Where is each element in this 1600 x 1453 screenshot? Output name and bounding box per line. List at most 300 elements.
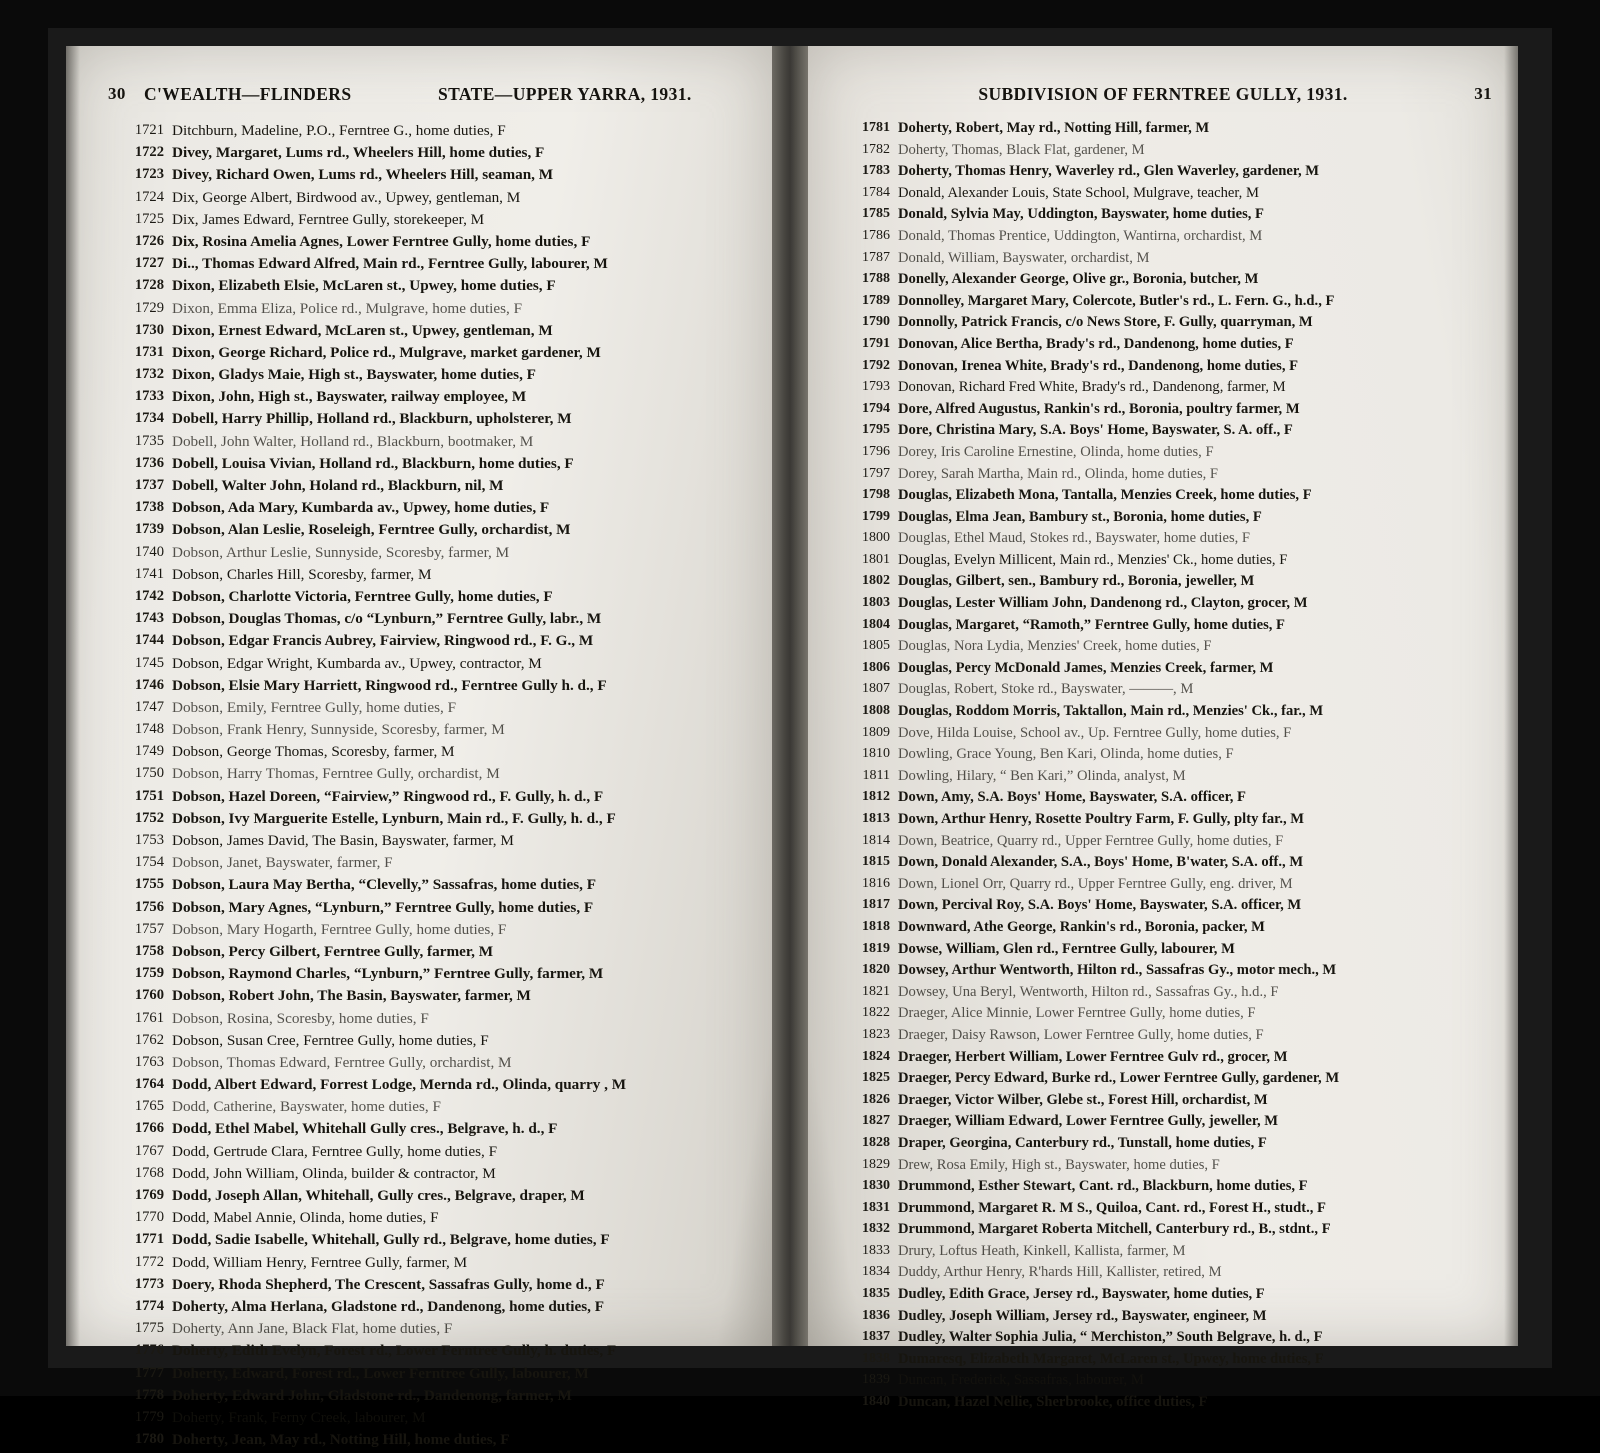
- entry-row: [110, 943, 758, 965]
- entry-text: Dixon, Elizabeth Elsie, McLaren st., Upwey, home duties, F: [172, 277, 556, 295]
- entry-text: Dobson, Frank Henry, Sunnyside, Scoresby, farmer, M: [172, 721, 505, 739]
- entry-row: [110, 1431, 758, 1453]
- left-page-entry-list: [110, 122, 758, 1453]
- entry-row: [842, 573, 1508, 595]
- entry-text: Dobson, Raymond Charles, “Lynburn,” Ferntree Gully, farmer, M: [172, 965, 604, 983]
- entry-number: 1735: [134, 432, 164, 449]
- entry-number: 1838: [862, 1350, 890, 1366]
- entry-text: Dowling, Grace Young, Ben Kari, Olinda, home duties, F: [898, 746, 1234, 763]
- right-page: [808, 46, 1518, 1411]
- entry-number: 1748: [134, 721, 164, 738]
- entry-row: [842, 250, 1508, 272]
- entry-number: 1795: [862, 422, 890, 438]
- entry-text: Ditchburn, Madeline, P.O., Ferntree G., home duties, F: [172, 122, 506, 139]
- entry-row: [842, 1027, 1508, 1049]
- entry-row: [110, 255, 758, 277]
- entry-number: 1798: [862, 487, 890, 503]
- entry-text: Dore, Christina Mary, S.A. Boys' Home, Bayswater, S. A. off., F: [898, 422, 1293, 439]
- entry-row: [110, 1187, 758, 1209]
- entry-number: 1774: [134, 1297, 164, 1314]
- entry-number: 1780: [134, 1431, 164, 1448]
- entry-row: [842, 552, 1508, 574]
- entry-text: Douglas, Margaret, “Ramoth,” Ferntree Gully, home duties, F: [898, 616, 1285, 633]
- entry-row: [842, 1329, 1508, 1351]
- entry-number: 1811: [862, 767, 890, 783]
- entry-number: 1823: [862, 1026, 890, 1042]
- entry-row: [842, 1178, 1508, 1200]
- entry-number: 1732: [134, 366, 164, 383]
- entry-row: [842, 660, 1508, 682]
- right-header-subdivision: SUBDIVISION OF FERNTREE GULLY, 1931.: [978, 84, 1348, 104]
- entry-number: 1750: [134, 765, 164, 782]
- entry-text: Down, Percival Roy, S.A. Boys' Home, Bayswater, S.A. officer, M: [898, 897, 1302, 914]
- entry-number: 1763: [134, 1053, 164, 1070]
- entry-row: [110, 388, 758, 410]
- entry-row: [110, 1254, 758, 1276]
- page-spread: [48, 28, 1552, 1449]
- entry-number: 1799: [862, 508, 890, 524]
- entry-row: [842, 638, 1508, 660]
- entry-row: [110, 1409, 758, 1431]
- entry-row: [110, 965, 758, 987]
- entry-number: 1776: [134, 1342, 164, 1359]
- entry-number: 1725: [134, 210, 164, 227]
- entry-text: Dobell, Harry Phillip, Holland rd., Blackburn, upholsterer, M: [172, 410, 572, 428]
- entry-text: Down, Donald Alexander, S.A., Boys' Home, B'water, S.A. off., M: [898, 854, 1304, 871]
- entry-row: [110, 410, 758, 432]
- entry-number: 1808: [862, 703, 890, 719]
- entry-text: Duddy, Arthur Henry, R'hards Hill, Kallister, retired, M: [898, 1264, 1222, 1281]
- entry-row: [842, 379, 1508, 401]
- entry-row: [842, 422, 1508, 444]
- entry-number: 1744: [134, 632, 164, 649]
- entry-row: [842, 444, 1508, 466]
- entry-text: Doherty, Edward John, Gladstone rd., Dandenong, farmer, M: [172, 1386, 572, 1404]
- entry-text: Donald, Thomas Prentice, Uddington, Wantirna, orchardist, M: [898, 227, 1263, 244]
- entry-number: 1768: [134, 1164, 164, 1181]
- entry-row: [110, 1276, 758, 1298]
- entry-text: Doherty, Frank, Ferny Creek, labourer, M: [172, 1408, 426, 1426]
- entry-row: [110, 854, 758, 876]
- entry-number: 1832: [862, 1221, 890, 1237]
- entry-row: [110, 344, 758, 366]
- entry-row: [842, 703, 1508, 725]
- entry-row: [110, 588, 758, 610]
- entry-text: Drummond, Margaret Roberta Mitchell, Canterbury rd., B., stdnt., F: [898, 1221, 1331, 1238]
- entry-text: Douglas, Nora Lydia, Menzies' Creek, home duties, F: [898, 638, 1212, 655]
- entry-text: Divey, Margaret, Lums rd., Wheelers Hill, home duties, F: [172, 144, 545, 162]
- entry-row: [110, 1054, 758, 1076]
- entry-text: Dobson, Alan Leslie, Roseleigh, Ferntree Gully, orchardist, M: [172, 521, 571, 539]
- entry-text: Draeger, Alice Minnie, Lower Ferntree Gully, home duties, F: [898, 1005, 1256, 1022]
- entry-number: 1817: [862, 897, 890, 913]
- right-page-entry-list: [842, 120, 1508, 1416]
- entry-text: Doherty, Robert, May rd., Notting Hill, farmer, M: [898, 120, 1210, 136]
- entry-text: Down, Beatrice, Quarry rd., Upper Ferntree Gully, home duties, F: [898, 832, 1284, 849]
- entry-row: [110, 122, 758, 144]
- entry-row: [842, 833, 1508, 855]
- entry-row: [842, 876, 1508, 898]
- entry-text: Douglas, Percy McDonald James, Menzies Creek, farmer, M: [898, 659, 1274, 676]
- entry-number: 1786: [862, 227, 890, 243]
- entry-text: Dodd, Sadie Isabelle, Whitehall, Gully rd., Belgrave, home duties, F: [172, 1231, 610, 1249]
- entry-row: [110, 1365, 758, 1387]
- entry-text: Douglas, Roddom Morris, Taktallon, Main rd., Menzies' Ck., far., M: [898, 703, 1324, 720]
- entry-row: [110, 1165, 758, 1187]
- entry-text: Douglas, Gilbert, sen., Bambury rd., Boronia, jeweller, M: [898, 573, 1255, 590]
- entry-text: Dobson, Edgar Francis Aubrey, Fairview, Ringwood rd., F. G., M: [172, 632, 594, 650]
- entry-text: Donovan, Alice Bertha, Brady's rd., Dandenong, home duties, F: [898, 335, 1294, 352]
- entry-text: Dodd, Mabel Annie, Olinda, home duties, F: [172, 1209, 439, 1227]
- entry-text: Down, Lionel Orr, Quarry rd., Upper Ferntree Gully, eng. driver, M: [898, 875, 1293, 892]
- entry-row: [110, 1209, 758, 1231]
- entry-text: Draeger, Victor Wilber, Glebe st., Forest Hill, orchardist, M: [898, 1091, 1268, 1108]
- entry-number: 1740: [134, 543, 164, 560]
- entry-text: Dobson, George Thomas, Scoresby, farmer, M: [172, 743, 455, 761]
- entry-row: [842, 142, 1508, 164]
- entry-text: Donovan, Irenea White, Brady's rd., Dandenong, home duties, F: [898, 357, 1299, 374]
- entry-text: Donald, Alexander Louis, State School, Mulgrave, teacher, M: [898, 184, 1259, 201]
- entry-number: 1834: [862, 1264, 890, 1280]
- entry-text: Dix, James Edward, Ferntree Gully, storekeeper, M: [172, 210, 485, 228]
- entry-number: 1788: [862, 271, 890, 287]
- entry-text: Donnolley, Margaret Mary, Colercote, Butler's rd., L. Fern. G., h.d., F: [898, 292, 1335, 309]
- entry-number: 1831: [862, 1199, 890, 1215]
- entry-text: Douglas, Elma Jean, Bambury st., Boronia, home duties, F: [898, 508, 1262, 525]
- entry-text: Dowsey, Una Beryl, Wentworth, Hilton rd., Sassafras Gy., h.d., F: [898, 983, 1279, 1000]
- entry-row: [842, 466, 1508, 488]
- entry-row: [842, 336, 1508, 358]
- entry-text: Dobson, Mary Hogarth, Ferntree Gully, home duties, F: [172, 920, 507, 938]
- entry-number: 1764: [134, 1076, 164, 1093]
- entry-row: [110, 1120, 758, 1142]
- entry-number: 1727: [134, 255, 164, 272]
- left-page-folio: 30: [108, 84, 126, 103]
- entry-row: [110, 832, 758, 854]
- entry-text: Draeger, Herbert William, Lower Ferntree Gulv rd., grocer, M: [898, 1048, 1288, 1065]
- entry-row: [842, 1221, 1508, 1243]
- entry-row: [842, 314, 1508, 336]
- entry-number: 1815: [862, 854, 890, 870]
- entry-text: Dixon, Gladys Maie, High st., Bayswater, home duties, F: [172, 366, 536, 384]
- entry-text: Dobson, Robert John, The Basin, Bayswater, farmer, M: [172, 987, 531, 1005]
- entry-text: Dobson, Laura May Bertha, “Clevelly,” Sassafras, home duties, F: [172, 876, 596, 894]
- entry-row: [842, 1135, 1508, 1157]
- entry-number: 1767: [134, 1142, 164, 1159]
- entry-text: Down, Amy, S.A. Boys' Home, Bayswater, S.A. officer, F: [898, 789, 1246, 806]
- entry-row: [110, 876, 758, 898]
- entry-number: 1837: [862, 1329, 890, 1345]
- entry-number: 1728: [134, 277, 164, 294]
- entry-text: Drury, Loftus Heath, Kinkell, Kallista, farmer, M: [898, 1242, 1186, 1259]
- entry-text: Dodd, William Henry, Ferntree Gully, farmer, M: [172, 1253, 468, 1271]
- entry-row: [842, 1286, 1508, 1308]
- entry-text: Dixon, John, High st., Bayswater, railway employee, M: [172, 388, 527, 406]
- entry-text: Douglas, Robert, Stoke rd., Bayswater, ———, M: [898, 681, 1194, 698]
- entry-text: Drummond, Esther Stewart, Cant. rd., Blackburn, home duties, F: [898, 1178, 1308, 1195]
- entry-row: [842, 941, 1508, 963]
- entry-row: [842, 1092, 1508, 1114]
- entry-number: 1800: [862, 530, 890, 546]
- entry-row: [110, 721, 758, 743]
- entry-number: 1739: [134, 521, 164, 538]
- entry-text: Dorey, Iris Caroline Ernestine, Olinda, home duties, F: [898, 443, 1214, 460]
- entry-number: 1790: [862, 314, 890, 330]
- entry-text: Dix, George Albert, Birdwood av., Upwey, gentleman, M: [172, 188, 521, 206]
- entry-number: 1822: [862, 1005, 890, 1021]
- entry-text: Doherty, Thomas Henry, Waverley rd., Glen Waverley, gardener, M: [898, 163, 1320, 180]
- entry-number: 1816: [862, 875, 890, 891]
- entry-row: [842, 1264, 1508, 1286]
- entry-number: 1818: [862, 918, 890, 934]
- entry-text: Draper, Georgina, Canterbury rd., Tunstall, home duties, F: [898, 1134, 1267, 1151]
- left-edge-shadow: [66, 46, 80, 1346]
- entry-number: 1791: [862, 335, 890, 351]
- entry-number: 1839: [862, 1372, 890, 1388]
- entry-text: Dodd, John William, Olinda, builder & contractor, M: [172, 1164, 496, 1182]
- entry-row: [110, 632, 758, 654]
- entry-number: 1793: [862, 379, 890, 395]
- right-edge-shadow: [1504, 46, 1518, 1346]
- entry-text: Dixon, George Richard, Police rd., Mulgrave, market gardener, M: [172, 343, 601, 361]
- entry-text: Dobell, Louisa Vivian, Holland rd., Blackburn, home duties, F: [172, 454, 574, 472]
- entry-row: [842, 1394, 1508, 1416]
- entry-row: [110, 566, 758, 588]
- entry-number: 1806: [862, 659, 890, 675]
- entry-number: 1797: [862, 465, 890, 481]
- entry-text: Doherty, Ann Jane, Black Flat, home duties, F: [172, 1320, 453, 1338]
- entry-row: [842, 1157, 1508, 1179]
- entry-number: 1824: [862, 1048, 890, 1064]
- entry-number: 1802: [862, 573, 890, 589]
- entry-number: 1775: [134, 1320, 164, 1337]
- entry-number: 1749: [134, 743, 164, 760]
- entry-text: Dobson, Arthur Leslie, Sunnyside, Scoresby, farmer, M: [172, 543, 510, 561]
- entry-number: 1794: [862, 400, 890, 416]
- entry-text: Dumaresq, Elizabeth Margaret, McLaren st., Upwey, home duties, F: [898, 1350, 1324, 1367]
- right-page-folio: 31: [1474, 84, 1492, 103]
- entry-number: 1755: [134, 876, 164, 893]
- entry-row: [842, 120, 1508, 142]
- entry-text: Dobson, Elsie Mary Harriett, Ringwood rd., Ferntree Gully h. d., F: [172, 676, 607, 694]
- entry-text: Doherty, Edward, Forest rd., Lower Ferntree Gully, labourer, M: [172, 1364, 589, 1382]
- entry-number: 1829: [862, 1156, 890, 1172]
- entry-number: 1821: [862, 983, 890, 999]
- entry-text: Dobell, John Walter, Holland rd., Blackburn, bootmaker, M: [172, 432, 534, 450]
- entry-row: [110, 366, 758, 388]
- entry-number: 1742: [134, 587, 164, 604]
- entry-row: [110, 322, 758, 344]
- entry-number: 1752: [134, 809, 164, 826]
- entry-number: 1812: [862, 789, 890, 805]
- entry-text: Dix, Rosina Amelia Agnes, Lower Ferntree Gully, home duties, F: [172, 232, 591, 250]
- entry-number: 1804: [862, 616, 890, 632]
- entry-text: Dobson, Janet, Bayswater, farmer, F: [172, 854, 393, 872]
- entry-text: Dobson, James David, The Basin, Bayswater, farmer, M: [172, 832, 514, 849]
- entry-row: [110, 1032, 758, 1054]
- entry-number: 1840: [862, 1394, 890, 1410]
- entry-number: 1747: [134, 698, 164, 715]
- entry-row: [110, 810, 758, 832]
- entry-number: 1810: [862, 746, 890, 762]
- entry-row: [842, 811, 1508, 833]
- entry-number: 1789: [862, 292, 890, 308]
- entry-text: Donelly, Alexander George, Olive gr., Boronia, butcher, M: [898, 271, 1259, 288]
- entry-text: Downward, Athe George, Rankin's rd., Boronia, packer, M: [898, 918, 1265, 935]
- entry-text: Dodd, Catherine, Bayswater, home duties, F: [172, 1098, 441, 1116]
- entry-text: Doherty, Alma Herlana, Gladstone rd., Dandenong, home duties, F: [172, 1297, 605, 1315]
- entry-row: [842, 271, 1508, 293]
- entry-number: 1758: [134, 942, 164, 959]
- entry-row: [842, 962, 1508, 984]
- entry-row: [842, 163, 1508, 185]
- entry-row: [842, 1049, 1508, 1071]
- entry-text: Dodd, Gertrude Clara, Ferntree Gully, home duties, F: [172, 1142, 498, 1160]
- entry-number: 1782: [862, 141, 890, 157]
- left-header-state-district: STATE—UPPER YARRA, 1931.: [438, 84, 692, 104]
- entry-row: [110, 144, 758, 166]
- entry-text: Down, Arthur Henry, Rosette Poultry Farm, F. Gully, plty far., M: [898, 811, 1305, 827]
- entry-number: 1734: [134, 410, 164, 427]
- entry-number: 1772: [134, 1253, 164, 1270]
- entry-row: [842, 897, 1508, 919]
- entry-row: [842, 725, 1508, 747]
- entry-number: 1807: [862, 681, 890, 697]
- entry-number: 1751: [134, 787, 164, 804]
- entry-number: 1830: [862, 1178, 890, 1194]
- entry-row: [842, 228, 1508, 250]
- entry-text: Draeger, Percy Edward, Burke rd., Lower Ferntree Gully, gardener, M: [898, 1070, 1340, 1087]
- entry-number: 1760: [134, 987, 164, 1004]
- entry-number: 1770: [134, 1209, 164, 1226]
- entry-row: [110, 1342, 758, 1364]
- entry-number: 1813: [862, 811, 890, 826]
- entry-number: 1757: [134, 920, 164, 937]
- entry-text: Drew, Rosa Emily, High st., Bayswater, home duties, F: [898, 1156, 1220, 1173]
- entry-number: 1803: [862, 595, 890, 611]
- entry-row: [842, 681, 1508, 703]
- entry-text: Dodd, Ethel Mabel, Whitehall Gully cres., Belgrave, h. d., F: [172, 1120, 558, 1138]
- entry-number: 1745: [134, 654, 164, 671]
- entry-row: [110, 211, 758, 233]
- entry-text: Dudley, Joseph William, Jersey rd., Bayswater, engineer, M: [898, 1307, 1267, 1324]
- entry-text: Donnolly, Patrick Francis, c/o News Store, F. Gully, quarryman, M: [898, 314, 1313, 331]
- left-page: [66, 46, 772, 1449]
- entry-row: [110, 277, 758, 299]
- entry-number: 1724: [134, 188, 164, 205]
- entry-number: 1733: [134, 388, 164, 405]
- entry-text: Drummond, Margaret R. M S., Quiloa, Cant. rd., Forest H., studt., F: [898, 1199, 1326, 1216]
- entry-number: 1809: [862, 724, 890, 740]
- entry-row: [110, 189, 758, 211]
- entry-number: 1777: [134, 1364, 164, 1381]
- entry-row: [110, 1143, 758, 1165]
- entry-number: 1796: [862, 443, 890, 459]
- entry-number: 1743: [134, 610, 164, 627]
- entry-row: [842, 293, 1508, 315]
- entry-number: 1737: [134, 477, 164, 493]
- entry-row: [842, 595, 1508, 617]
- entry-row: [110, 1098, 758, 1120]
- entry-text: Dixon, Emma Eliza, Police rd., Mulgrave, home duties, F: [172, 299, 523, 317]
- entry-text: Dobson, Ada Mary, Kumbarda av., Upwey, home duties, F: [172, 499, 550, 517]
- entry-row: [842, 358, 1508, 380]
- entry-text: Dobson, Charles Hill, Scoresby, farmer, M: [172, 565, 432, 583]
- entry-row: [110, 655, 758, 677]
- entry-text: Dobell, Walter John, Holand rd., Blackburn, nil, M: [172, 477, 504, 494]
- entry-text: Douglas, Evelyn Millicent, Main rd., Menzies' Ck., home duties, F: [898, 551, 1288, 568]
- entry-text: Divey, Richard Owen, Lums rd., Wheelers Hill, seaman, M: [172, 166, 554, 184]
- entry-row: [110, 477, 758, 499]
- entry-number: 1833: [862, 1242, 890, 1258]
- entry-number: 1828: [862, 1134, 890, 1150]
- entry-row: [110, 610, 758, 632]
- entry-number: 1819: [862, 940, 890, 956]
- entry-number: 1779: [134, 1408, 164, 1425]
- entry-number: 1722: [134, 144, 164, 161]
- entry-row: [842, 789, 1508, 811]
- entry-text: Dodd, Albert Edward, Forrest Lodge, Mernda rd., Olinda, quarry , M: [172, 1076, 627, 1094]
- entry-number: 1730: [134, 321, 164, 338]
- entry-row: [842, 1351, 1508, 1373]
- entry-row: [110, 1076, 758, 1098]
- entry-text: Dudley, Edith Grace, Jersey rd., Bayswater, home duties, F: [898, 1286, 1265, 1303]
- entry-text: Douglas, Elizabeth Mona, Tantalla, Menzies Creek, home duties, F: [898, 487, 1312, 504]
- entry-row: [110, 899, 758, 921]
- entry-row: [110, 300, 758, 322]
- entry-row: [110, 987, 758, 1009]
- entry-row: [842, 185, 1508, 207]
- entry-row: [110, 544, 758, 566]
- entry-text: Douglas, Ethel Maud, Stokes rd., Bayswater, home duties, F: [898, 530, 1251, 547]
- entry-text: Dove, Hilda Louise, School av., Up. Ferntree Gully, home duties, F: [898, 724, 1292, 741]
- entry-text: Dobson, Percy Gilbert, Ferntree Gully, farmer, M: [172, 942, 494, 960]
- entry-text: Dobson, Charlotte Victoria, Ferntree Gully, home duties, F: [172, 587, 553, 605]
- entry-number: 1825: [862, 1070, 890, 1086]
- entry-text: Dobson, Susan Cree, Ferntree Gully, home duties, F: [172, 1031, 489, 1049]
- entry-number: 1759: [134, 965, 164, 982]
- entry-number: 1738: [134, 499, 164, 516]
- entry-text: Doery, Rhoda Shepherd, The Crescent, Sassafras Gully, home d., F: [172, 1275, 605, 1293]
- entry-row: [110, 433, 758, 455]
- entry-text: Draeger, Daisy Rawson, Lower Ferntree Gully, home duties, F: [898, 1026, 1264, 1043]
- entry-number: 1771: [134, 1231, 164, 1248]
- entry-number: 1784: [862, 184, 890, 200]
- entry-number: 1805: [862, 638, 890, 654]
- entry-number: 1761: [134, 1009, 164, 1026]
- entry-number: 1801: [862, 551, 890, 567]
- entry-text: Douglas, Lester William John, Dandenong rd., Clayton, grocer, M: [898, 595, 1308, 612]
- entry-number: 1729: [134, 299, 164, 316]
- entry-row: [842, 854, 1508, 876]
- entry-number: 1762: [134, 1031, 164, 1048]
- entry-row: [110, 699, 758, 721]
- entry-row: [110, 166, 758, 188]
- entry-row: [842, 401, 1508, 423]
- entry-row: [842, 1070, 1508, 1092]
- entry-text: Dobson, Harry Thomas, Ferntree Gully, orchardist, M: [172, 765, 500, 783]
- entry-row: [110, 677, 758, 699]
- entry-number: 1792: [862, 357, 890, 373]
- entry-text: Dobson, Ivy Marguerite Estelle, Lynburn, Main rd., F. Gully, h. d., F: [172, 809, 616, 827]
- entry-number: 1826: [862, 1091, 890, 1107]
- entry-number: 1731: [134, 343, 164, 360]
- entry-row: [110, 1010, 758, 1032]
- entry-row: [110, 765, 758, 787]
- entry-text: Dowsey, Arthur Wentworth, Hilton rd., Sassafras Gy., motor mech., M: [898, 962, 1337, 979]
- entry-number: 1753: [134, 832, 164, 848]
- entry-text: Dobson, Rosina, Scoresby, home duties, F: [172, 1009, 429, 1027]
